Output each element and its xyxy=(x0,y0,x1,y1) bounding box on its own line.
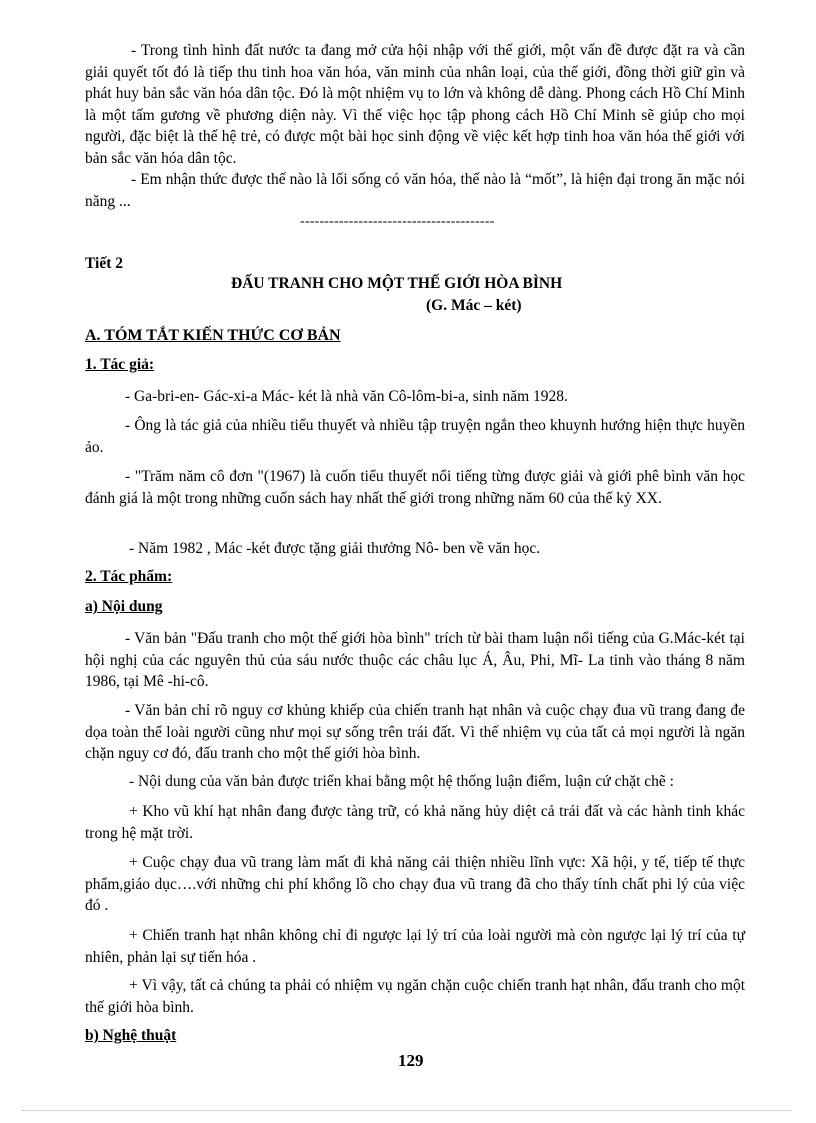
footer-dotted-rule xyxy=(22,1110,792,1111)
content-heading: a) Nội dung xyxy=(85,598,163,615)
content-item-1: - Văn bản "Đấu tranh cho một thế giới hòa bình" trích từ bài tham luận nổi tiếng của G.Mác-két tại hội nghị của các nguyên thủ của sáu nước thuộc các châu lục Á, Âu, Phi, Mĩ- La tinh vào tháng 8 năm 1986, tại Mê -hi-cô. xyxy=(85,630,745,690)
content-item-5: + Cuộc chạy đua vũ trang làm mất đi khả năng cải thiện nhiều lĩnh vực: Xã hội, y tế, tiếp tế thực phẩm,giáo dục….với những chi phí khổng lồ cho chạy đua vũ trang đã cho thấy tính chất phi lý của việc đó . xyxy=(85,854,745,914)
author-item-4: - Năm 1982 , Mác -két được tặng giải thưởng Nô- ben về văn học. xyxy=(129,540,541,557)
content-item-3: - Nội dung của văn bản được triển khai bằng một hệ thống luận điểm, luận cứ chặt chẽ : xyxy=(129,773,674,790)
intro-paragraph-2: - Em nhận thức được thế nào là lối sống có văn hóa, thế nào là “mốt”, là hiện đại trong ăn mặc nói năng ... xyxy=(85,171,745,210)
author-item-2: - Ông là tác giả của nhiều tiểu thuyết và nhiều tập truyện ngắn theo khuynh hướng hiện thực huyền ảo. xyxy=(85,417,745,456)
author-item-3: - "Trăm năm cô đơn "(1967) là cuốn tiểu thuyết nổi tiếng từng được giải và giới phê bình văn học đánh giá là một trong những cuốn sách hay nhất thế giới trong những năm 60 của thế kỷ XX. xyxy=(85,468,745,507)
art-heading: b) Nghệ thuật xyxy=(85,1027,177,1044)
intro-paragraph-1: - Trong tình hình đất nước ta đang mở cửa hội nhập với thế giới, một vấn đề được đặt ra và cần giải quyết tốt đó là tiếp thu tinh hoa văn hóa, văn minh của nhân loại, của thế giới, đồng thời giữ gìn và phát huy bản sắc văn hóa dân tộc. Đó là một nhiệm vụ to lớn và không dễ dàng. Phong cách Hồ Chí Minh là một tấm gương về phương diện này. Vì thế việc học tập phong cách Hồ Chí Minh sẽ giúp cho mọi người, đặc biệt là thế hệ trẻ, có được một bài học sinh động về việc kết hợp tinh hoa văn hóa thế giới với bản sắc văn hóa dân tộc. xyxy=(85,42,745,167)
work-heading: 2. Tác phẩm: xyxy=(85,568,173,585)
lesson-author: (G. Mác – két) xyxy=(426,297,522,314)
page-number: 129 xyxy=(398,1051,424,1070)
section-separator: ---------------------------------------- xyxy=(300,214,495,229)
author-item-1: - Ga-bri-en- Gác-xi-a Mác- két là nhà văn Cô-lôm-bi-a, sinh năm 1928. xyxy=(125,388,568,405)
section-a-heading: A. TÓM TẮT KIẾN THỨC CƠ BẢN xyxy=(85,327,341,344)
content-item-2: - Văn bản chỉ rõ nguy cơ khủng khiếp của chiến tranh hạt nhân và cuộc chạy đua vũ trang đang đe dọa toàn thể loài người cũng như mọi sự sống trên trái đất. Vì thế nhiệm vụ của tất cả mọi người là ngăn chặn nguy cơ đó, đấu tranh cho một thế giới hòa bình. xyxy=(85,702,745,762)
lesson-label: Tiết 2 xyxy=(85,255,124,272)
content-item-6: + Chiến tranh hạt nhân không chỉ đi ngược lại lý trí của loài người mà còn ngược lại lý trí của tự nhiên, phản lại sự tiến hóa . xyxy=(85,927,745,966)
content-item-7: + Vì vậy, tất cả chúng ta phải có nhiệm vụ ngăn chặn cuộc chiến tranh hạt nhân, đấu tranh cho một thế giới hòa bình. xyxy=(85,977,745,1016)
content-item-4: + Kho vũ khí hạt nhân đang được tàng trữ, có khả năng hủy diệt cả trái đất và các hành tinh khác trong hệ mặt trời. xyxy=(85,803,745,842)
author-heading: 1. Tác giả: xyxy=(85,356,155,373)
lesson-title: ĐẤU TRANH CHO MỘT THẾ GIỚI HÒA BÌNH xyxy=(231,275,563,292)
